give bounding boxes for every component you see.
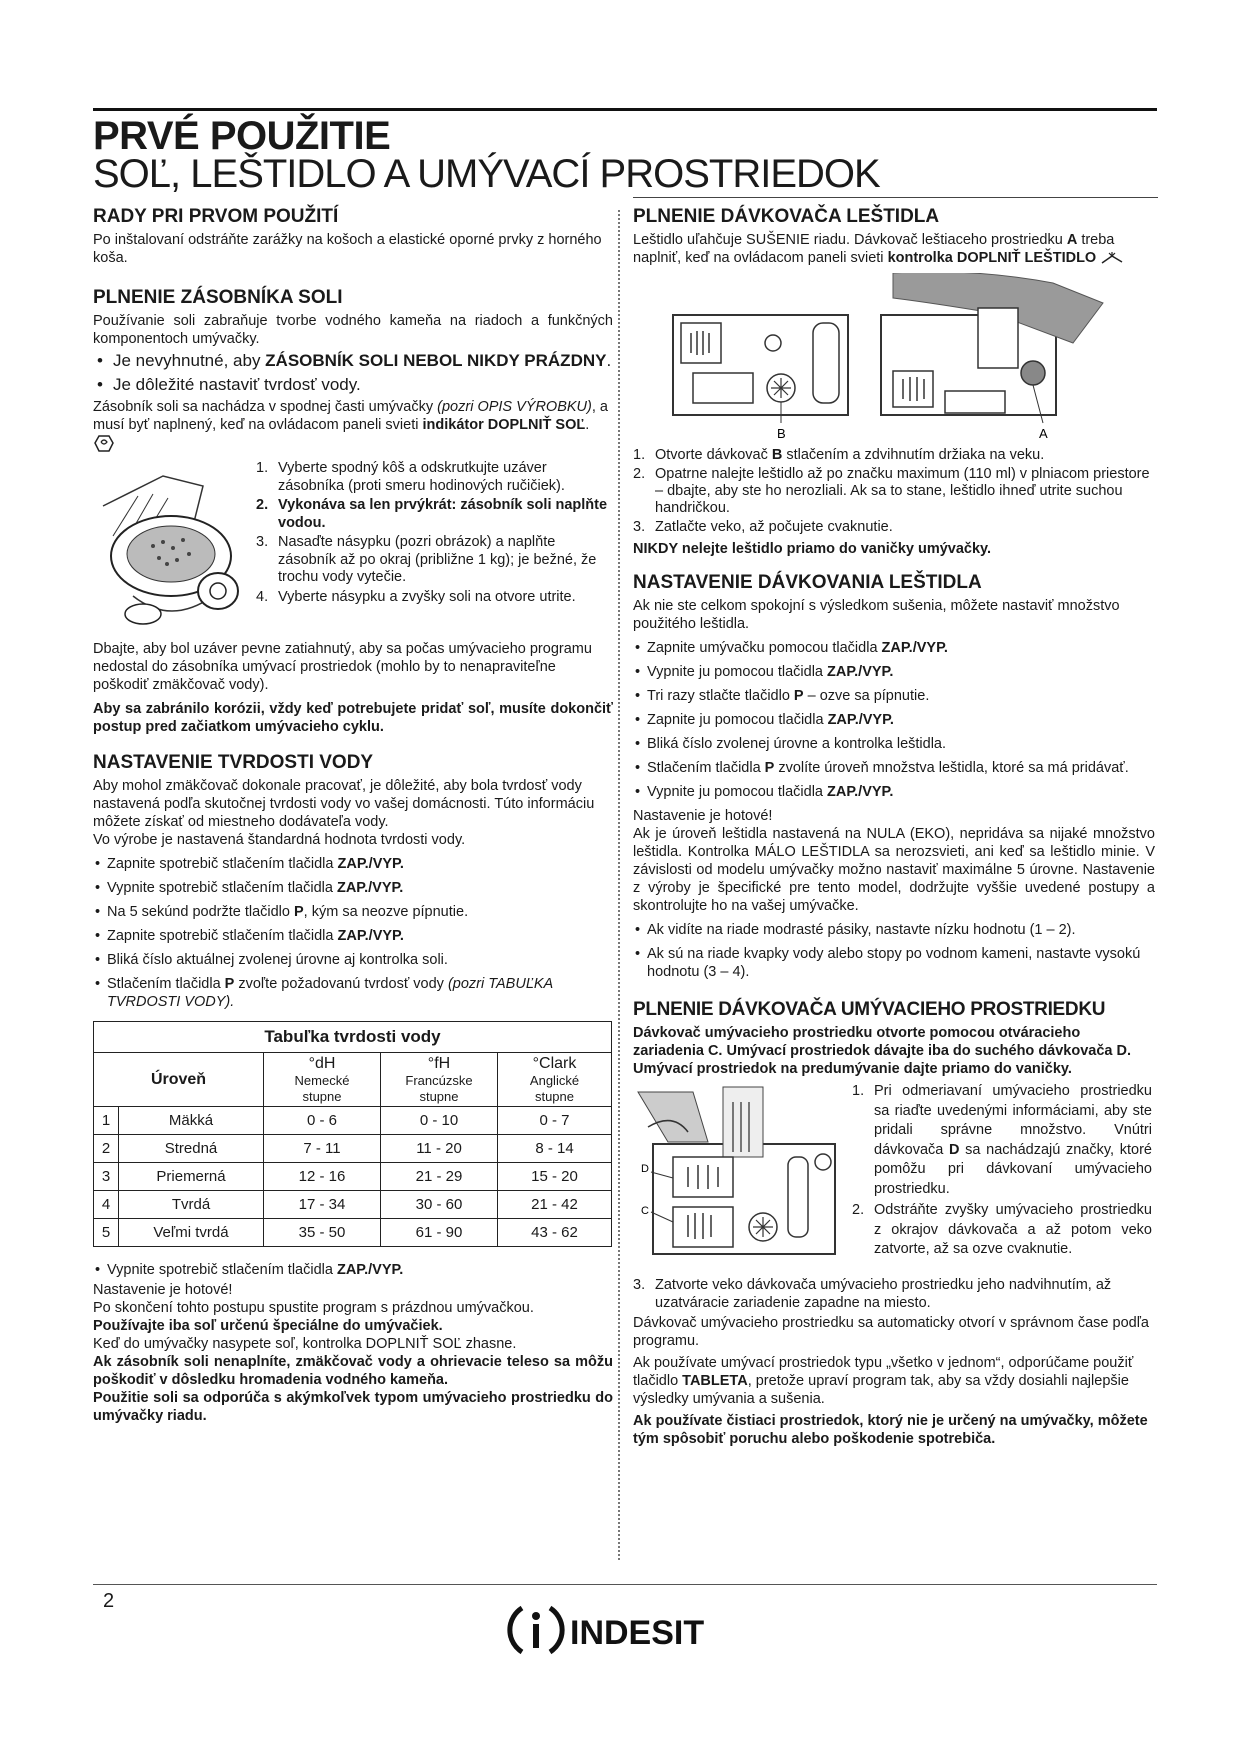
- detergent-step-3-text: Zatvorte veko dávkovača umývacieho prostriedku jeho nadvihnutím, až uzatváracie zariadenie zapadne na miesto.: [655, 1277, 1112, 1311]
- hardness-default: Vo výrobe je nastavená štandardná hodnota tvrdosti vody.: [93, 832, 466, 848]
- fig1-label-a: A: [1039, 426, 1048, 441]
- rinse-step-2-num: 2.: [633, 466, 646, 482]
- dosage-step-4-button: ZAP./VYP.: [827, 712, 894, 728]
- right-column-rule: [633, 197, 1158, 198]
- detergent-warning: Ak používate čistiaci prostriedok, ktorý nie je určený na umývačky, môžete tým spôsobiť poruchu alebo poškodenie spotrebiča.: [633, 1413, 1148, 1447]
- hardness-step-4-text: Zapnite spotrebič stlačením tlačidla: [107, 928, 338, 944]
- dosage-details: Ak je úroveň leštidla nastavená na NULA (EKO), nepridáva sa nijaké množstvo leštidla. Kontrolka MÁLO LEŠTIDLA sa nerozsvieti, ani keď sa leštidlo minie. V závislosti od modelu umývačky možno nastaviť maximálne 5 úrovne. Nastavenie z výroby je špecifické pre tento model, dodržujte vyššie uvedené postupy a skontrolujte ho na vašej umývačke.: [633, 826, 1155, 914]
- salt-refill-icon: [93, 434, 117, 454]
- detergent-steps-list: [852, 1082, 1152, 1262]
- table-header-fh-unit: °fH: [427, 1054, 451, 1072]
- salt-step-3: [256, 534, 608, 587]
- rinse-aid-warning: NIKDY nelejte leštidlo priamo do vaničky umývačky.: [633, 541, 992, 557]
- footer-rule: [93, 1584, 1157, 1585]
- dosage-step-3: [633, 687, 1155, 705]
- table-row: [94, 1163, 612, 1191]
- salt-lamp-note: Keď do umývačky nasypete soľ, kontrolka DOPLNIŤ SOĽ zhasne.: [93, 1336, 517, 1352]
- hardness-step-6-text: Stlačením tlačidla: [107, 976, 225, 992]
- hardness-step-7-button: ZAP./VYP.: [336, 1262, 404, 1278]
- table-cell-name: Tvrdá: [119, 1191, 264, 1219]
- hardness-step-3-end: , kým sa neozve pípnutie.: [303, 904, 469, 920]
- table-header-dh-sub: Nemecké stupne: [294, 1072, 350, 1104]
- section-title-salt: PLNENIE ZÁSOBNÍKA SOLI: [93, 287, 343, 308]
- dosage-step-6: [633, 759, 1155, 777]
- salt-bullet-1-end: .: [606, 351, 612, 370]
- detergent-all-in-one: [633, 1354, 1155, 1408]
- hardness-step-3-button: P: [294, 904, 304, 920]
- section-title-rinse-aid: PLNENIE DÁVKOVAČA LEŠTIDLA: [633, 206, 940, 227]
- water-hardness-table: [93, 1021, 612, 1247]
- table-cell-level: 5: [94, 1219, 119, 1247]
- salt-step-3-text: Nasaďte násypku (pozri obrázok) a naplňte zásobník až po okraj (približne 1 kg); je bežné, že trochu vody vytečie.: [278, 534, 597, 585]
- rinse-step-2: [633, 466, 1155, 517]
- detergent-step-2-text: Odstráňte zvyšky umývacieho prostriedku z okrajov dávkovača a až potom veko zatvorte, až sa ozve cvaknutie.: [874, 1202, 1152, 1257]
- salt-step-1-text: Vyberte spodný kôš a odskrutkujte uzáver zásobníka (proti smeru hodinových ručičiek).: [278, 460, 565, 494]
- table-cell-dh: 7 - 11: [264, 1135, 381, 1163]
- table-row: [94, 1191, 612, 1219]
- salt-steps-block: [93, 460, 613, 640]
- salt-location: [93, 398, 613, 454]
- dosage-step-6-button: P: [764, 760, 775, 776]
- table-header-level: Úroveň: [94, 1053, 264, 1107]
- table-cell-level: 1: [94, 1107, 119, 1135]
- rinse-step-2-text: Opatrne nalejte leštidlo až po značku maximum (110 ml) v plniacom priestore – dbajte, aby ste ho nerozliali. Ak sa to stane, leštidlo ihneď utrite suchou handričkou.: [655, 466, 1150, 516]
- dosage-tip-2-text: Ak sú na riade kvapky vody alebo stopy po vodnom kameni, nastavte vysokú hodnotu (3 – 4).: [647, 946, 1141, 980]
- table-cell-name: Priemerná: [119, 1163, 264, 1191]
- rinse-aid-intro: [633, 231, 1155, 267]
- table-cell-clark: 8 - 14: [498, 1135, 612, 1163]
- hardness-step-4: [93, 927, 613, 945]
- dosage-tip-2: [633, 945, 1155, 981]
- hardness-step-3: [93, 903, 613, 921]
- salt-recommendation: Použitie soli sa odporúča s akýmkoľvek typom umývacieho prostriedku do umývačky riadu.: [93, 1390, 613, 1424]
- dosage-done: Nastavenie je hotové!: [633, 808, 773, 824]
- salt-bullet-1-bold: ZÁSOBNÍK SOLI NEBOL NIKDY PRÁZDNY: [265, 351, 607, 370]
- dosage-step-6-end: zvolíte úroveň množstva leštidla, ktoré sa má pridávať.: [774, 760, 1129, 776]
- dosage-step-3-text: Tri razy stlačte tlačidlo: [647, 688, 794, 704]
- rinse-step-3: [633, 519, 1155, 536]
- detergent-step-2: [852, 1201, 1152, 1260]
- hardness-step-5: [93, 951, 613, 969]
- rinse-aid-dispenser-illustration: [633, 273, 1155, 443]
- dosage-step-2-button: ZAP./VYP.: [827, 664, 894, 680]
- table-header-fh-sub: Francúzske stupne: [405, 1072, 473, 1104]
- rinse-aid-indicator-label: kontrolka DOPLNIŤ LEŠTIDLO: [887, 250, 1097, 266]
- table-row: [94, 1219, 612, 1247]
- page-title: PRVÉ POUŽITIE: [93, 114, 391, 158]
- dosage-step-5-text: Bliká číslo zvolenej úrovne a kontrolka leštidla.: [647, 736, 947, 752]
- right-column: [633, 206, 1155, 1448]
- salt-corrosion-note: Aby sa zabránilo korózii, vždy keď potrebujete pridať soľ, musíte dokončiť postup pred začiatkom umývacieho cyklu.: [93, 701, 613, 735]
- detergent-step-2-num: 2.: [852, 1202, 865, 1218]
- salt-step-4-text: Vyberte násypku a zvyšky soli na otvore utrite.: [278, 588, 576, 605]
- table-cell-dh: 35 - 50: [264, 1219, 381, 1247]
- tablet-button-label: TABLETA: [682, 1373, 748, 1389]
- hardness-step-1-text: Zapnite spotrebič stlačením tlačidla: [107, 856, 338, 872]
- dosage-step-7: [633, 783, 1155, 801]
- hardness-step-1-button: ZAP./VYP.: [337, 856, 404, 872]
- detergent-auto-open: Dávkovač umývacieho prostriedku sa automaticky otvorí v správnom čase podľa programu.: [633, 1315, 1149, 1349]
- hardness-step-7: [93, 1261, 613, 1279]
- rinse-step-1-text: Otvorte dávkovač: [655, 447, 772, 463]
- hardness-step-2-button: ZAP./VYP.: [336, 880, 404, 896]
- table-cell-name: Veľmi tvrdá: [119, 1219, 264, 1247]
- table-cell-level: 4: [94, 1191, 119, 1219]
- table-cell-fh: 21 - 29: [381, 1163, 498, 1191]
- fig2-label-c: C: [641, 1205, 649, 1217]
- brand-logo-icon: [500, 1600, 750, 1660]
- table-header-clark-sub: Anglické stupne: [529, 1072, 580, 1104]
- salt-step-2-text: Vykonáva sa len prvýkrát: zásobník soli naplňte vodou.: [278, 497, 608, 531]
- detergent-intro: Dávkovač umývacieho prostriedku otvorte pomocou otváracieho zariadenia C. Umývací prostriedok dávajte iba do suchého dávkovača D. Umývací prostriedok na predumývanie dajte priamo do vaničky.: [633, 1025, 1132, 1077]
- detergent-step-3-num: 3.: [633, 1277, 646, 1293]
- brand-name: INDESIT: [570, 1614, 705, 1652]
- table-cell-dh: 17 - 34: [264, 1191, 381, 1219]
- dosage-step-1-text: Zapnite umývačku pomocou tlačidla: [647, 640, 882, 656]
- table-header-dh: [264, 1053, 381, 1107]
- table-cell-fh: 30 - 60: [381, 1191, 498, 1219]
- dosage-step-2: [633, 663, 1155, 681]
- table-cell-clark: 0 - 7: [498, 1107, 612, 1135]
- hardness-step-7-text: Vypnite spotrebič stlačením tlačidla: [107, 1262, 337, 1278]
- hardness-step-2-text: Vypnite spotrebič stlačením tlačidla: [107, 880, 337, 896]
- dosage-step-3-button: P: [793, 688, 804, 704]
- hardness-intro: Aby mohol zmäkčovač dokonale pracovať, je dôležité, aby bola tvrdosť vody nastavená podľa skutočnej tvrdosti vody vo vašej domácnosti. Túto informáciu môžete získať od miestneho dodávateľa vody.: [93, 778, 595, 830]
- salt-bullet-2-text: Je dôležité nastaviť tvrdosť vody.: [113, 375, 361, 394]
- detergent-step-1-bold: D: [949, 1141, 960, 1158]
- table-cell-level: 2: [94, 1135, 119, 1163]
- hardness-step-4-button: ZAP./VYP.: [337, 928, 404, 944]
- rinse-dosage-intro: Ak nie ste celkom spokojní s výsledkom sušenia, môžete nastaviť množstvo použitého leštidla.: [633, 598, 1120, 632]
- table-cell-clark: 15 - 20: [498, 1163, 612, 1191]
- table-cell-name: Mäkká: [119, 1107, 264, 1135]
- hardness-done: Nastavenie je hotové!: [93, 1282, 233, 1298]
- salt-bullet-1-text: Je nevyhnutné, aby: [113, 351, 266, 370]
- salt-only-note: Používajte iba soľ určenú špeciálne do umývačiek.: [93, 1318, 443, 1334]
- salt-location-c: , a musí byť naplnený, keď na ovládacom paneli svieti: [93, 399, 608, 433]
- hardness-after: Po skončení tohto postupu spustite program s prázdnou umývačkou.: [93, 1300, 534, 1316]
- detergent-step-1: [852, 1082, 1152, 1199]
- section-title-hardness: NASTAVENIE TVRDOSTI VODY: [93, 752, 374, 773]
- table-cell-fh: 11 - 20: [381, 1135, 498, 1163]
- rinse-aid-intro-dispenser: A: [1066, 232, 1078, 248]
- rinse-step-1-end: stlačením a zdvihnutím držiaka na veku.: [782, 447, 1045, 463]
- dosage-step-2-text: Vypnite ju pomocou tlačidla: [647, 664, 828, 680]
- salt-steps-list: [256, 460, 608, 608]
- salt-location-end: .: [585, 417, 590, 433]
- rinse-step-1: [633, 447, 1155, 464]
- dosage-step-1-button: ZAP./VYP.: [881, 640, 948, 656]
- rinse-step-3-num: 3.: [633, 519, 646, 535]
- dosage-step-3-end: – ozve sa pípnutie.: [803, 688, 930, 704]
- salt-cap-note: Dbajte, aby bol uzáver pevne zatiahnutý, aby sa počas umývacieho programu nedostal do zásobníka umývací prostriedok (mohlo by to nenapraviteľne poškodiť zmäkčovač vody).: [93, 641, 592, 693]
- section-title-first-use: RADY PRI PRVOM POUŽITÍ: [93, 206, 339, 227]
- page-number: 2: [103, 1590, 115, 1612]
- fig1-label-b: B: [777, 426, 786, 441]
- table-cell-level: 3: [94, 1163, 119, 1191]
- page-subtitle: SOĽ, LEŠTIDLO A UMÝVACÍ PROSTRIEDOK: [93, 152, 880, 196]
- fig2-label-d: D: [641, 1163, 649, 1175]
- first-use-text: Po inštalovaní odstráňte zarážky na košoch a elastické oporné prvky z horného koša.: [93, 232, 602, 266]
- column-divider: [618, 210, 620, 1560]
- salt-intro: Používanie soli zabraňuje tvorbe vodného kameňa na riadoch a funkčných komponentoch umývačky.: [93, 313, 613, 347]
- rinse-aid-intro-a: Leštidlo uľahčuje SUŠENIE riadu. Dávkovač leštiaceho prostriedku: [633, 232, 1067, 248]
- salt-step-1-num: 1.: [256, 460, 269, 476]
- hardness-step-6-button: P: [224, 976, 235, 992]
- dosage-step-4: [633, 711, 1155, 729]
- detergent-dispenser-illustration: [633, 1082, 843, 1282]
- salt-indicator-label: indikátor DOPLNIŤ SOĽ: [422, 417, 586, 433]
- detergent-step-1-end: sa nachádzajú značky, ktoré pomôžu pri dávkovaní umývacieho prostriedku.: [874, 1141, 1152, 1197]
- table-cell-fh: 0 - 10: [381, 1107, 498, 1135]
- rinse-step-1-num: 1.: [633, 447, 646, 463]
- salt-location-ref: (pozri OPIS VÝROBKU): [437, 399, 592, 415]
- dosage-tip-1-text: Ak vidíte na riade modrasté pásiky, nastavte nízku hodnotu (1 – 2).: [647, 922, 1076, 938]
- salt-step-2-num: 2.: [256, 497, 269, 513]
- table-header-clark-unit: °Clark: [532, 1054, 577, 1072]
- salt-step-2: [256, 497, 608, 532]
- table-header-fh: [381, 1053, 498, 1107]
- detergent-all-in-one-a: Ak používate umývací prostriedok typu „všetko v jednom“, odporúčame použiť tlačidlo: [633, 1355, 1134, 1389]
- dosage-step-7-text: Vypnite ju pomocou tlačidla: [647, 784, 828, 800]
- dosage-step-4-text: Zapnite ju pomocou tlačidla: [647, 712, 828, 728]
- table-cell-fh: 61 - 90: [381, 1219, 498, 1247]
- hardness-step-6-mid: zvoľte požadovanú tvrdosť vody: [234, 976, 448, 992]
- hardness-step-6: [93, 975, 613, 1011]
- hardness-step-6-ref: (pozri TABUĽKA TVRDOSTI VODY).: [107, 976, 553, 1010]
- hardness-step-2: [93, 879, 613, 897]
- section-title-detergent: PLNENIE DÁVKOVAČA UMÝVACIEHO PROSTRIEDKU: [633, 999, 1106, 1020]
- table-row: [94, 1107, 612, 1135]
- table-cell-clark: 43 - 62: [498, 1219, 612, 1247]
- hardness-step-3-text: Na 5 sekúnd podržte tlačidlo: [107, 904, 294, 920]
- dosage-step-1: [633, 639, 1155, 657]
- table-cell-dh: 0 - 6: [264, 1107, 381, 1135]
- salt-location-a: Zásobník soli sa nachádza v spodnej časti umývačky: [93, 399, 438, 415]
- dosage-tip-1: [633, 921, 1155, 939]
- rinse-step-1-bold: B: [771, 447, 783, 463]
- salt-step-3-num: 3.: [256, 534, 269, 550]
- detergent-all-in-one-c: , pretože upraví program tak, aby sa vždy dosiahli najlepšie výsledky umývania a sušenia.: [633, 1373, 1129, 1407]
- salt-warning: Ak zásobník soli nenaplníte, zmäkčovač vody a ohrievacie teleso sa môžu poškodiť v dôsledku hromadenia vodného kameňa.: [93, 1354, 613, 1388]
- detergent-step-3: [633, 1276, 1155, 1312]
- detergent-step-1-num: 1.: [852, 1083, 865, 1099]
- rinse-aid-steps: [633, 447, 1155, 536]
- detergent-steps-block: [633, 1082, 1155, 1288]
- salt-bullet-2: [93, 374, 613, 395]
- table-title: Tabuľka tvrdosti vody: [94, 1022, 612, 1053]
- salt-step-4: [256, 589, 608, 607]
- hardness-step-1: [93, 855, 613, 873]
- table-cell-dh: 12 - 16: [264, 1163, 381, 1191]
- section-title-rinse-dosage: NASTAVENIE DÁVKOVANIA LEŠTIDLA: [633, 572, 982, 593]
- salt-step-1: [256, 460, 608, 495]
- dosage-step-7-button: ZAP./VYP.: [827, 784, 894, 800]
- rinse-aid-intro-c: treba naplniť, keď na ovládacom paneli svieti: [633, 232, 1115, 266]
- left-column: [93, 206, 613, 1425]
- salt-bullet-1: [93, 350, 613, 371]
- salt-funnel-illustration: [93, 466, 251, 636]
- top-rule: [93, 108, 1157, 111]
- table-cell-name: Stredná: [119, 1135, 264, 1163]
- salt-step-4-num: 4.: [256, 588, 269, 605]
- dosage-step-5: [633, 735, 1155, 753]
- table-row: [94, 1135, 612, 1163]
- table-header-dh-unit: °dH: [308, 1054, 336, 1072]
- dosage-step-6-text: Stlačením tlačidla: [647, 760, 765, 776]
- indesit-logo: [500, 1600, 750, 1660]
- table-header-clark: [498, 1053, 612, 1107]
- hardness-step-5-text: Bliká číslo aktuálnej zvolenej úrovne aj kontrolka soli.: [107, 952, 448, 968]
- detergent-step-1-text: Pri odmeriavaní umývacieho prostriedku sa riaďte uvedenými informáciami, aby ste pridali správne množstvo. Vnútri dávkovača: [874, 1083, 1152, 1158]
- table-cell-clark: 21 - 42: [498, 1191, 612, 1219]
- rinse-aid-icon: [1100, 250, 1124, 266]
- rinse-step-3-text: Zatlačte veko, až počujete cvaknutie.: [655, 519, 893, 535]
